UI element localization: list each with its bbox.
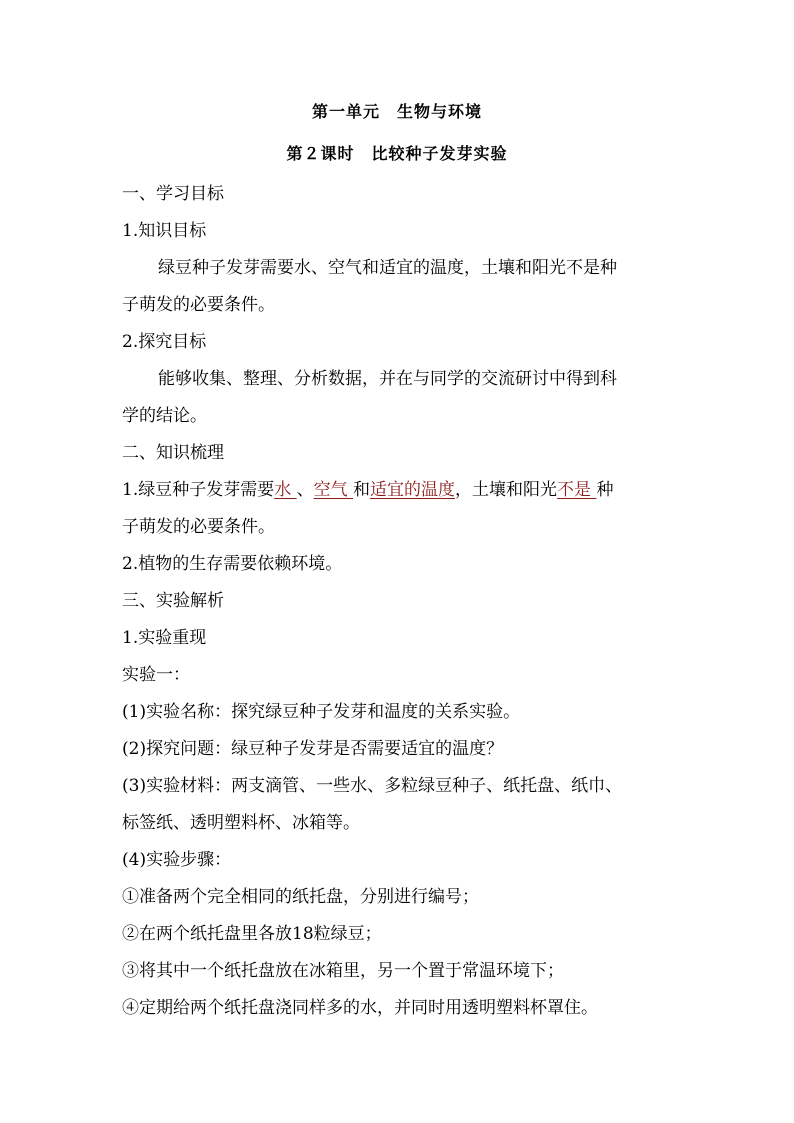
document-body (122, 176, 662, 1027)
fill-text-part4: ，土壤和阳光 (455, 480, 558, 500)
experiment-step-2: ②在两个纸托盘里各放18粒绿豆； (122, 924, 382, 944)
paragraph-inquiry-goal-line2: 学的结论。 (122, 406, 207, 426)
subheading-experiment-reproduction: 1.实验重现 (122, 628, 207, 648)
fill-text-part2: 、 (296, 480, 314, 500)
experiment-steps-heading: (4)实验步骤： (122, 850, 232, 870)
unit-title: 第一单元 生物与环境 (311, 102, 482, 121)
paragraph-inquiry-goal-line1: 能够收集、整理、分析数据，并在与同学的交流研讨中得到科 (158, 369, 617, 389)
section-heading-learning-goals: 一、学习目标 (122, 184, 224, 204)
subheading-knowledge-goal: 1.知识目标 (122, 221, 207, 241)
section-heading-experiment-analysis: 三、实验解析 (122, 591, 224, 611)
experiment-step-3: ③将其中一个纸托盘放在冰箱里，另一个置于常温环境下； (122, 961, 564, 981)
experiment-materials-line2: 标签纸、透明塑料杯、冰箱等。 (122, 813, 360, 833)
fill-in-sentence-line2: 子萌发的必要条件。 (122, 517, 275, 537)
section-heading-knowledge-review: 二、知识梳理 (122, 443, 224, 463)
answer-blank-air: 空气 (313, 480, 354, 500)
knowledge-point-2: 2.植物的生存需要依赖环境。 (122, 554, 343, 574)
paragraph-knowledge-goal-line1: 绿豆种子发芽需要水、空气和适宜的温度，土壤和阳光不是种 (158, 258, 617, 278)
paragraph-knowledge-goal-line2: 子萌发的必要条件。 (122, 295, 275, 315)
answer-blank-not: 不是 (557, 480, 597, 500)
experiment-step-1: ①准备两个完全相同的纸托盘，分别进行编号； (122, 887, 479, 907)
fill-text-part5: 种 (596, 480, 614, 500)
subheading-inquiry-goal: 2.探究目标 (122, 332, 207, 352)
experiment-materials-line1: (3)实验材料：两支滴管、一些水、多粒绿豆种子、纸托盘、纸巾、 (122, 776, 623, 796)
experiment-name: (1)实验名称：探究绿豆种子发芽和温度的关系实验。 (122, 702, 521, 722)
fill-text-part1: 1.绿豆种子发芽需要 (122, 480, 275, 500)
answer-blank-temperature: 适宜的温度 (370, 480, 456, 500)
fill-in-sentence (122, 472, 662, 509)
experiment-1-label: 实验一： (122, 665, 190, 685)
lesson-title: 第２课时 比较种子发芽实验 (286, 144, 508, 163)
experiment-question: (2)探究问题：绿豆种子发芽是否需要适宜的温度？ (122, 739, 504, 759)
answer-blank-water: 水 (274, 480, 297, 500)
fill-text-part3: 和 (353, 480, 371, 500)
experiment-step-4: ④定期给两个纸托盘浇同样多的水，并同时用透明塑料杯罩住。 (122, 998, 598, 1018)
